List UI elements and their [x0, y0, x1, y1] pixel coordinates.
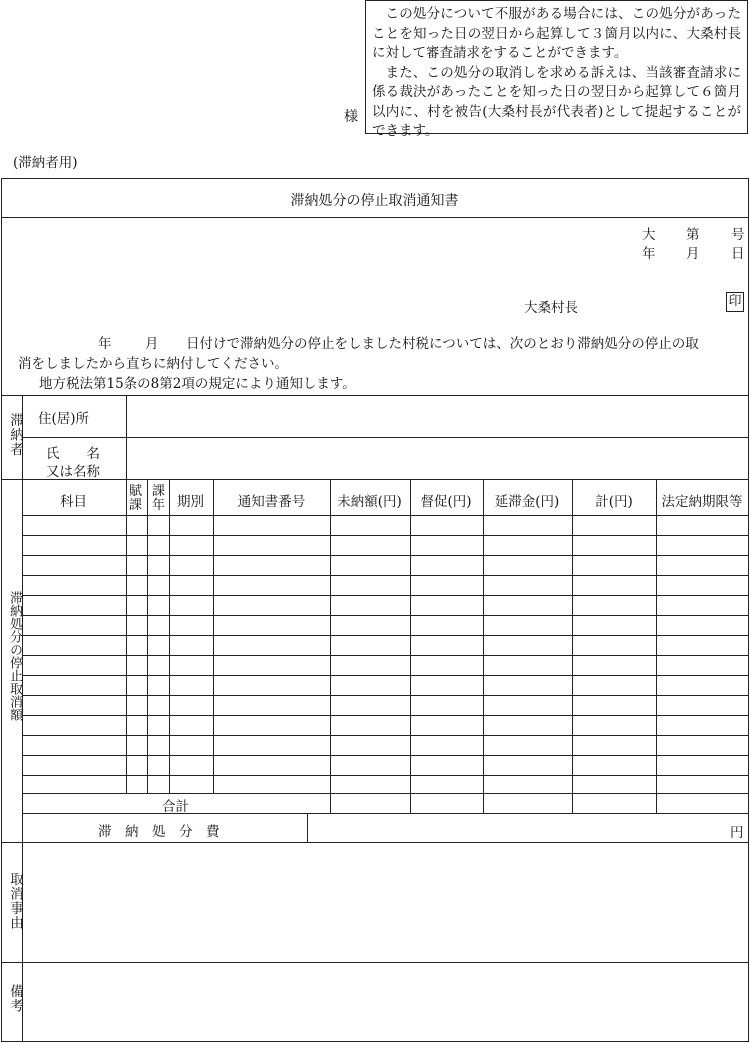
table-row — [22, 515, 748, 516]
number-prefix: 大 — [642, 227, 656, 243]
col-kanen: 課年 — [152, 484, 166, 513]
body-year: 年 — [98, 336, 112, 352]
body-text-2: 消をしましたから直ちに納付してください。 — [18, 356, 288, 372]
table-row — [22, 755, 748, 756]
fee-unit: 円 — [730, 825, 744, 841]
total-label: 合計 — [162, 799, 189, 815]
table-row — [22, 695, 748, 696]
table-row — [22, 793, 748, 794]
divider — [2, 962, 748, 963]
table-row — [22, 575, 748, 576]
divider — [2, 842, 748, 843]
table-row — [22, 595, 748, 596]
grid-line — [126, 479, 127, 793]
col-total: 計(円) — [595, 494, 633, 510]
fee-label: 滞 納 処 分 費 — [98, 824, 220, 840]
divider — [2, 479, 748, 480]
divider — [2, 395, 748, 396]
col-subject: 科目 — [60, 494, 87, 510]
table-row — [22, 655, 748, 656]
grid-line — [483, 479, 484, 813]
table-row — [22, 535, 748, 536]
grid-line — [147, 479, 148, 793]
table-row — [22, 615, 748, 616]
taxpayer-label: 滞納者 — [7, 413, 23, 457]
divider — [22, 437, 748, 438]
divider — [2, 217, 748, 218]
grid-line — [169, 479, 170, 793]
amount-section-label: 滞納処分の停止取消額 — [7, 591, 22, 721]
address-label: 住(居)所 — [38, 411, 90, 427]
col-fuka: 賦課 — [129, 484, 143, 513]
col-unpaid: 未納額(円) — [337, 494, 402, 510]
name-label-1: 氏 名 — [46, 446, 100, 462]
name-label-2: 又は名称 — [46, 464, 100, 480]
date-day: 日 — [731, 246, 745, 262]
divider — [22, 813, 748, 814]
grid-line — [410, 479, 411, 813]
number-go: 号 — [731, 227, 745, 243]
grid-line — [330, 479, 331, 813]
grid-line — [572, 479, 573, 813]
grid-line — [656, 479, 657, 813]
date-year: 年 — [642, 246, 656, 262]
col-period: 期別 — [177, 494, 204, 510]
remarks-label: 備考 — [7, 984, 23, 1013]
table-row — [22, 555, 748, 556]
seal-mark: 印 — [726, 292, 744, 312]
divider — [307, 813, 308, 842]
date-month: 月 — [686, 246, 700, 262]
table-row — [22, 775, 748, 776]
addressee-suffix: 様 — [344, 109, 358, 125]
col-notice-no: 通知書番号 — [237, 494, 306, 510]
appeal-notice-paragraph-1: この処分について不服がある場合には、この処分があったことを知った日の翌日から起算して３箇月以内に、大桑村長に対して審査請求をすることができます。 — [372, 6, 741, 61]
col-entai: 延滞金(円) — [494, 494, 560, 510]
reason-label: 取消事由 — [7, 872, 23, 930]
table-row — [22, 715, 748, 716]
table-row — [22, 675, 748, 676]
form-title: 滞納処分の停止取消通知書 — [290, 193, 459, 209]
body-text-1: 日付けで滞納処分の停止をしました村税については、次のとおり滞納処分の停止の取 — [186, 336, 699, 352]
form-frame — [1, 178, 749, 1042]
body-text-3: 地方税法第15条の8第2項の規定により通知します。 — [39, 376, 356, 392]
copy-label: (滞納者用) — [13, 155, 78, 171]
body-month: 月 — [145, 336, 159, 352]
col-deadline: 法定納期限等 — [661, 494, 743, 510]
number-dai: 第 — [686, 227, 700, 243]
grid-line — [213, 479, 214, 793]
appeal-notice-paragraph-2: また、この処分の取消しを求める訴えは、当該審査請求に係る裁決があったことを知った日の翌日から起算して６箇月以内に、村を被告(大桑村長が代表者)として提起することができます。 — [372, 64, 741, 139]
table-row — [22, 735, 748, 736]
appeal-notice-box — [365, 0, 748, 139]
table-row — [22, 635, 748, 636]
col-tokusoku: 督促(円) — [420, 494, 472, 510]
issuer-name: 大桑村長 — [524, 300, 578, 316]
